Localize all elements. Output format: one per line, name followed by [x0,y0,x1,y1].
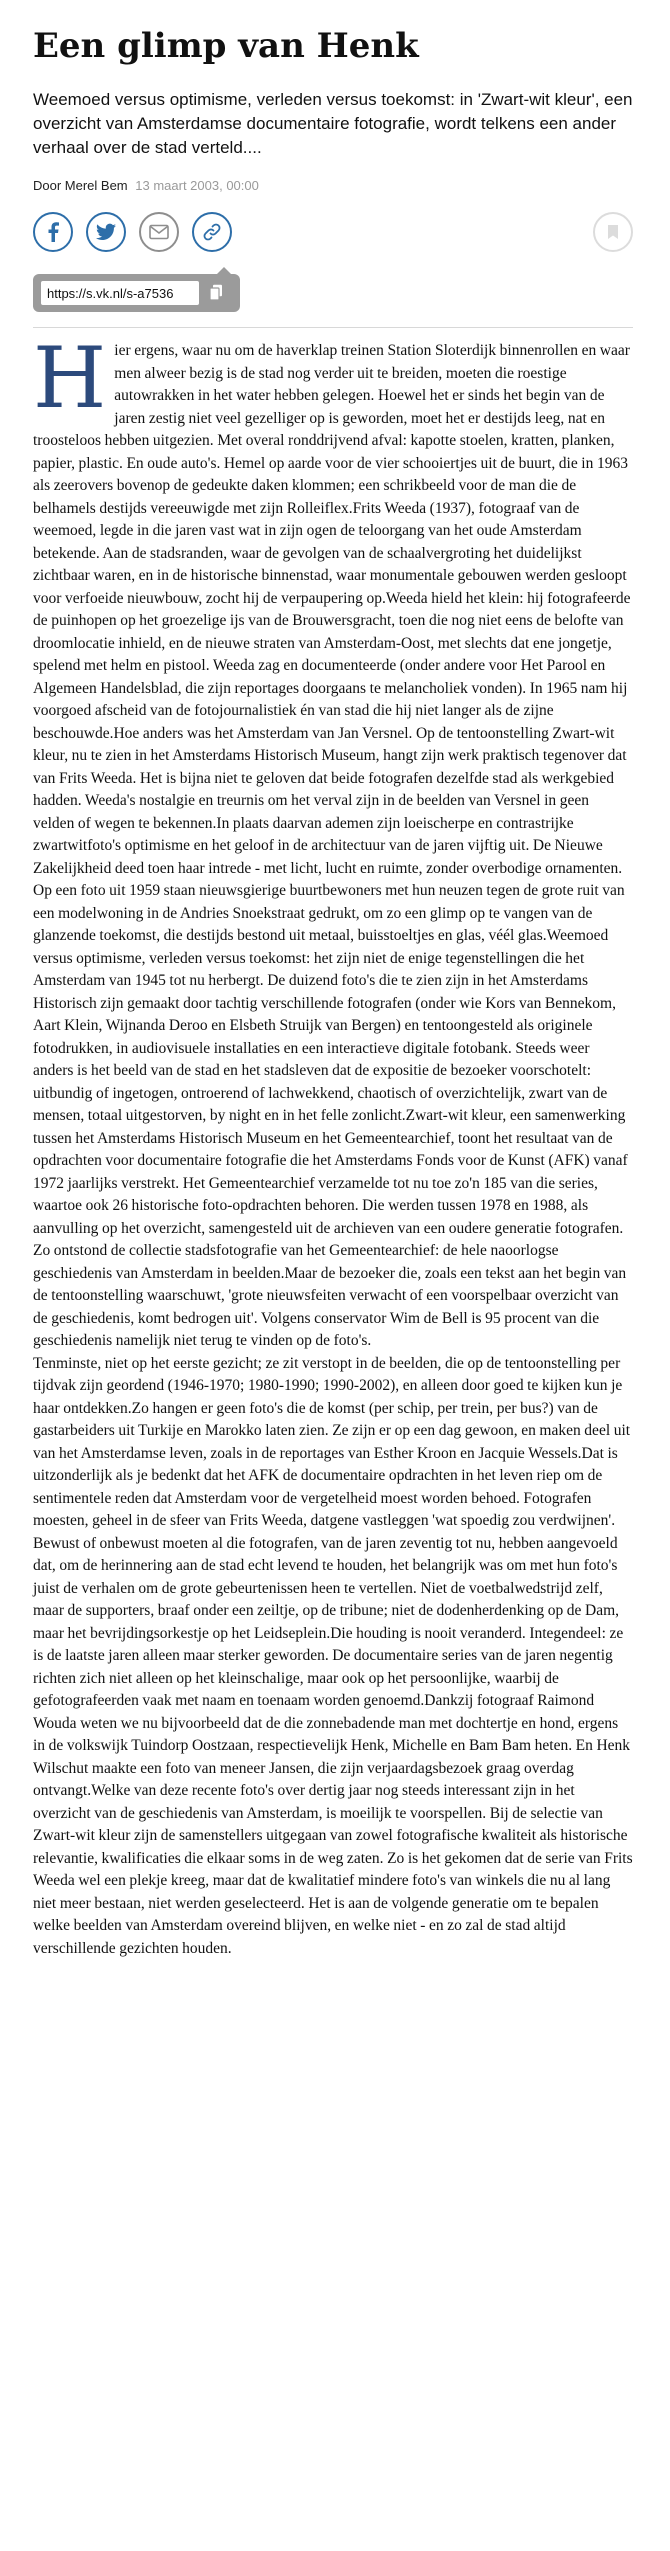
author-name[interactable]: Door Merel Bem [33,178,128,193]
bookmark-button[interactable] [593,212,633,252]
share-url-popup [33,274,240,312]
share-toolbar [33,212,633,256]
share-url-field[interactable] [41,281,199,305]
mail-icon [149,225,169,240]
body-paragraph: Tenminste, niet op het eerste gezicht; ze zit verstopt in de beelden, die op de tentoonstelling per tijdvak zijn geordend (1946-1970; 1980-1990; 1990-2002), en alleen door goed te kijken kun je haar ontdekken.Zo hangen er geen foto's die de komst (per schip, per trein, per bus?) van de gastarbeiders uit Turkije en Marokko laten zien. Ze zijn er op een dag gewoon, en maken deel uit van het Amsterdamse leven, zoals in de reportages van Esther Kroon en Jacquie Wessels.Dat is uitzonderlijk als je bedenkt dat het AFK de documentaire opdrachten in het leven riep om de sentimentele reden dat Amsterdam voor de vergetelheid moest worden behoed. Fotografen moesten, geheel in de sfeer van Frits Weeda, datgene vastleggen 'wat spoedig zou verdwijnen'. Bewust of onbewust moeten al die fotografen, van de jaren zeventig tot nu, hebben aangevoeld dat, om de herinnering aan de stad echt levend te houden, het belangrijk was om met hun foto's juist de verhalen om de grote gebeurtenissen heen te vertellen. Niet de voetbalwedstrijd zelf, maar de supporters, braaf onder een zeiltje, op de tribune; niet de dodenherdenking op de Dam, maar het bevrijdingsorkestje op het Leidseplein.Die houding is nooit veranderd. Integendeel: ze is de laatste jaren alleen maar sterker geworden. De documentaire series van de jaren negentig richten zich niet alleen op het kleinschalige, maar ook op het persoonlijke, waarbij de gefotografeerden vaak met naam en toenaam worden genoemd.Dankzij fotograaf Raimond Wouda weten we nu bijvoorbeeld dat de die zonnebadende man met dochtertje en hond, ergens in de volkswijk Tuindorp Oostzaan, respectievelijk Henk, Michelle en Bam Bam heten. En Henk Wilschut maakte een foto van meneer Jansen, die zijn verjaardagsbezoek graag overdag ontvangt.Welke van deze recente foto's over dertig jaar nog steeds interessant zijn in het overzicht van de geschiedenis van Amsterdam, is moeilijk te voorspellen. Bij de selectie van Zwart-wit kleur zijn de samenstellers uitgegaan van zowel fotografische kwaliteit als historische relevantie, kwalificaties die elkaar soms in de weg zaten. Zo is het gekomen dat de serie van Frits Weeda wel een plekje kreeg, maar dat de kwalitatief mindere foto's van winkels die nu al lang niet meer bestaan, niet werden geselecteerd. Het is aan de volgende generatie om te bepalen welke beelden van Amsterdam overeind blijven, en welke niet - en zo zal de stad altijd verschillende gezichten houden. [33,1354,633,1957]
link-icon [202,222,222,242]
drop-cap: H [33,329,107,427]
copy-icon[interactable] [209,284,223,306]
facebook-icon [47,222,59,242]
link-share-button[interactable] [192,212,232,252]
facebook-share-button[interactable] [33,212,73,252]
byline [33,177,259,195]
article-lead: Weemoed versus optimisme, verleden versus toekomst: in 'Zwart-wit kleur', een overzicht van Amsterdamse documentaire fotografie, wordt telkens een ander verhaal over de stad verteld.... [33,90,633,157]
body-paragraph: ier ergens, waar nu om de haverklap treinen Station Sloterdijk binnenrollen en waar men alweer bezig is de stad nog verder uit te breiden, moeten die roestige autowrakken in het water hebben gelegen. Hoewel het er sinds het begin van de jaren zestig niet veel gezelliger op is geworden, moet het er destijds leeg, nat en troosteloos hebben uitgezien. Met overal ronddrijvend afval: kapotte stoelen, kratten, planken, papier, plastic. En oude auto's. Hemel op aarde voor de vier schooiertjes uit de buurt, die in 1963 als zeerovers bovenop de gedeukte daken klommen; een schrikbeeld voor de man die de belhamels destijds vereeuwigde met zijn Rolleiflex.Frits Weeda (1937), fotograaf van de weemoed, legde in die jaren vast wat in zijn ogen de teloorgang van het oude Amsterdam betekende. Aan de stadsranden, waar de gevolgen van de schaalvergroting het duidelijkst zichtbaar waren, en in de historische binnenstad, waar monumentale gebouwen werden gesloopt voor verfoeide nieuwbouw, zocht hij de verpaupering op.Weeda hield het klein: hij fotografeerde de puinhopen op het groezelige ijs van de Brouwersgracht, toen die nog niet eens de belofte van droomlocatie inhield, en de nieuwe straten van Amsterdam-Oost, met slechts dat ene jongetje, spelend met helm en pistool. Weeda zag en documenteerde (onder andere voor Het Parool en Algemeen Handelsblad, die zijn reportages doorgaans te melancholiek vonden). In 1965 nam hij voorgoed afscheid van de fotojournalistiek én van stad die hij niet langer als de zijne beschouwde.Hoe anders was het Amsterdam van Jan Versnel. Op de tentoonstelling Zwart-wit kleur, nu te zien in het Amsterdams Historisch Museum, hangt zijn werk praktisch tegenover dat van Frits Weeda. Het is bijna niet te geloven dat beide fotografen dezelfde stad als werkgebied hadden. Weeda's nostalgie en treurnis om het verval zijn in de beelden van Versnel in geen velden of wegen te bekennen.In plaats daarvan ademen zijn loeischerpe en contrastrijke zwartwitfoto's optimisme en het geloof in de architectuur van de jaren vijftig uit. De Nieuwe Zakelijkheid deed toen haar intrede - met licht, lucht en ruimte, zonder overbodige ornamenten. Op een foto uit 1959 staan nieuwsgierige buurtbewoners met hun neuzen tegen de grote ruit van een modelwoning in de Andries Snoekstraat gedrukt, om zo een glimp op te vangen van de glanzende toekomst, die destijds bestond uit metaal, buisstoeltjes en glas, véél glas.Weemoed versus optimisme, verleden versus toekomst: het zijn niet de enige tegenstellingen die het Amsterdam van 1945 tot nu herbergt. De duizend foto's die te zien zijn in het Amsterdams Historisch zijn gemaakt door tachtig verschillende fotografen (onder wie Kors van Bennekom, Aart Klein, Wijnanda Deroo en Elsbeth Struijk van Bergen) en tentoongesteld als originele fotodrukken, in audiovisuele installaties en een interactieve digitale fotobank. Steeds weer anders is het beeld van de stad en het stadsleven dat de expositie de bezoeker voorschotelt: uitbundig of ingetogen, ontroerend of lachwekkend, chaotisch of overzichtelijk, zwart van de mensen, totaal uitgestorven, by night en in het felle zonlicht.Zwart-wit kleur, een samenwerking tussen het Amsterdams Historisch Museum en het Gemeentearchief, toont het resultaat van de opdrachten voor documentaire fotografie die het Amsterdams Fonds voor de Kunst (AFK) vanaf 1972 jaarlijks verstrekt. Het Gemeentearchief verzamelde tot nu toe zo'n 185 van die series, waartoe ook 26 historische foto-opdrachten behoren. Die werden tussen 1978 en 1988, als aanvulling op het overzicht, samengesteld uit de archieven van een oudere generatie fotografen. Zo ontstond de collectie stadsfotografie van het Gemeentearchief: de hele naoorlogse geschiedenis van Amsterdam in beelden.Maar de bezoeker die, zoals een tekst aan het begin van de tentoonstelling waarschuwt, 'grote nieuwsfeiten verwacht of een voorspelbaar overzicht van de geschiedenis, komt bedrogen uit'. Volgens conservator Wim de Bell is 95 procent van die geschiedenis namelijk niet terug te vinden op de foto's. [33,342,631,1349]
article-body [33,329,633,1960]
twitter-icon [96,224,116,241]
divider [33,327,633,328]
article-title: Een glimp van Henk [33,26,419,66]
publish-date: 13 maart 2003, 00:00 [135,178,259,193]
mail-share-button[interactable] [139,212,179,252]
bookmark-icon [607,224,619,240]
twitter-share-button[interactable] [86,212,126,252]
